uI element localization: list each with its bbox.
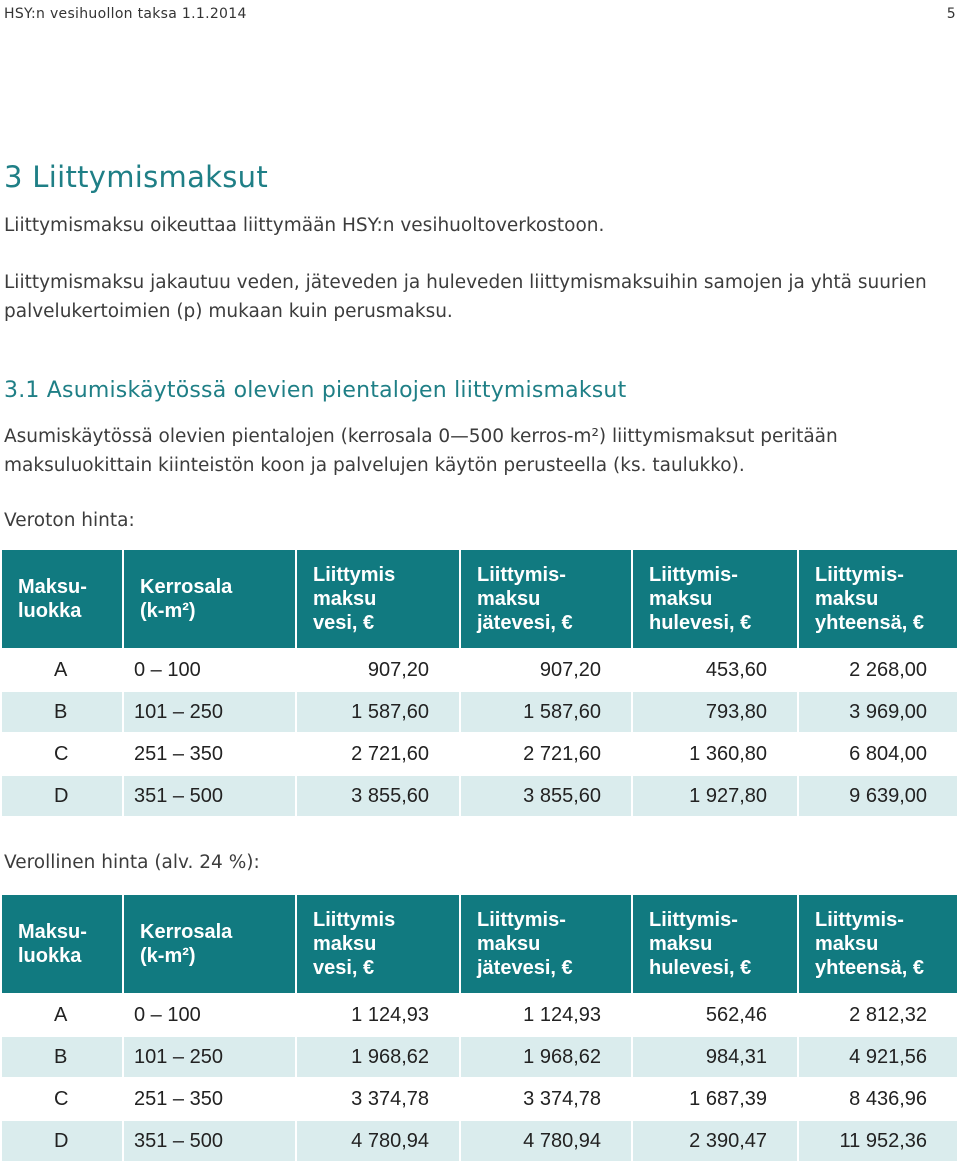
table-cell: C [2, 1078, 123, 1120]
table-cell: 9 639,00 [798, 775, 957, 816]
table-cell: 907,20 [460, 649, 632, 691]
table-cell: 1 968,62 [460, 1036, 632, 1078]
section-intro: Liittymismaksu oikeuttaa liittymään HSY:n vesihuoltoverkostoon. [4, 215, 605, 236]
table-header-row [2, 550, 957, 649]
table-cell: 4 780,94 [296, 1120, 460, 1161]
net-price-table [2, 550, 957, 816]
table-cell: 1 124,93 [460, 994, 632, 1036]
subsection-heading: 3.1 Asumiskäytössä olevien pientalojen liittymismaksut [4, 378, 627, 403]
table-cell: C [2, 733, 123, 775]
running-header [4, 6, 956, 26]
table-cell: B [2, 1036, 123, 1078]
net-price-label: Veroton hinta: [4, 510, 135, 531]
section-paragraph: Liittymismaksu jakautuu veden, jäteveden ja huleveden liittymismaksuihin samojen ja yhtä suurien palvelukertoimien (p) mukaan kuin perusmaksu. [4, 272, 927, 322]
table-cell: 0 – 100 [123, 994, 296, 1036]
table-cell: 907,20 [296, 649, 460, 691]
column-header-total: Liittymis- maksu yhteensä, € [798, 895, 957, 994]
table-cell: 6 804,00 [798, 733, 957, 775]
table-row [2, 691, 957, 733]
document-title: HSY:n vesihuollon taksa 1.1.2014 [4, 6, 247, 22]
table-row [2, 994, 957, 1036]
table-cell: 8 436,96 [798, 1078, 957, 1120]
column-header-stormwater: Liittymis- maksu hulevesi, € [632, 550, 798, 649]
table-row [2, 1120, 957, 1161]
table-row [2, 649, 957, 691]
table-row [2, 1078, 957, 1120]
table-row [2, 733, 957, 775]
table-cell: 793,80 [632, 691, 798, 733]
subsection-paragraph: Asumiskäytössä olevien pientalojen (kerrosala 0—500 kerros-m²) liittymismaksut peritään maksuluokittain kiinteistön koon ja palvelujen käytön perusteella (ks. taulukko). [4, 426, 838, 476]
table-row [2, 1036, 957, 1078]
table-cell: 251 – 350 [123, 733, 296, 775]
table-cell: D [2, 775, 123, 816]
table-cell: 562,46 [632, 994, 798, 1036]
column-header-water: Liittymis maksu vesi, € [296, 550, 460, 649]
gross-price-table [2, 895, 957, 1161]
table-cell: 2 812,32 [798, 994, 957, 1036]
table-cell: 1 587,60 [460, 691, 632, 733]
table-cell: 3 374,78 [296, 1078, 460, 1120]
page-number: 5 [946, 6, 956, 22]
table-cell: 351 – 500 [123, 1120, 296, 1161]
table-cell: 101 – 250 [123, 691, 296, 733]
column-header-floor-area: Kerrosala (k-m²) [123, 895, 296, 994]
table-cell: 1 687,39 [632, 1078, 798, 1120]
table-row [2, 775, 957, 816]
table-cell: D [2, 1120, 123, 1161]
column-header-water: Liittymis maksu vesi, € [296, 895, 460, 994]
table-cell: 1 587,60 [296, 691, 460, 733]
table-cell: 0 – 100 [123, 649, 296, 691]
table-cell: 1 927,80 [632, 775, 798, 816]
section-heading: 3 Liittymismaksut [4, 160, 269, 194]
table-cell: 3 855,60 [460, 775, 632, 816]
table-cell: 101 – 250 [123, 1036, 296, 1078]
table-cell: 2 721,60 [296, 733, 460, 775]
table-cell: 2 390,47 [632, 1120, 798, 1161]
column-header-total: Liittymis- maksu yhteensä, € [798, 550, 957, 649]
table-cell: 1 124,93 [296, 994, 460, 1036]
column-header-class: Maksu- luokka [2, 550, 123, 649]
table-cell: 1 968,62 [296, 1036, 460, 1078]
table-cell: A [2, 649, 123, 691]
table-cell: 2 268,00 [798, 649, 957, 691]
table-cell: 3 374,78 [460, 1078, 632, 1120]
column-header-class: Maksu- luokka [2, 895, 123, 994]
table-header-row [2, 895, 957, 994]
column-header-floor-area: Kerrosala (k-m²) [123, 550, 296, 649]
table-cell: B [2, 691, 123, 733]
table-cell: 251 – 350 [123, 1078, 296, 1120]
gross-price-label: Verollinen hinta (alv. 24 %): [4, 852, 260, 873]
table-cell: A [2, 994, 123, 1036]
table-cell: 351 – 500 [123, 775, 296, 816]
column-header-wastewater: Liittymis- maksu jätevesi, € [460, 550, 632, 649]
table-cell: 4 921,56 [798, 1036, 957, 1078]
table-cell: 453,60 [632, 649, 798, 691]
column-header-wastewater: Liittymis- maksu jätevesi, € [460, 895, 632, 994]
table-cell: 2 721,60 [460, 733, 632, 775]
table-cell: 984,31 [632, 1036, 798, 1078]
table-cell: 4 780,94 [460, 1120, 632, 1161]
table-cell: 3 969,00 [798, 691, 957, 733]
column-header-stormwater: Liittymis- maksu hulevesi, € [632, 895, 798, 994]
table-cell: 3 855,60 [296, 775, 460, 816]
table-cell: 11 952,36 [798, 1120, 957, 1161]
table-cell: 1 360,80 [632, 733, 798, 775]
